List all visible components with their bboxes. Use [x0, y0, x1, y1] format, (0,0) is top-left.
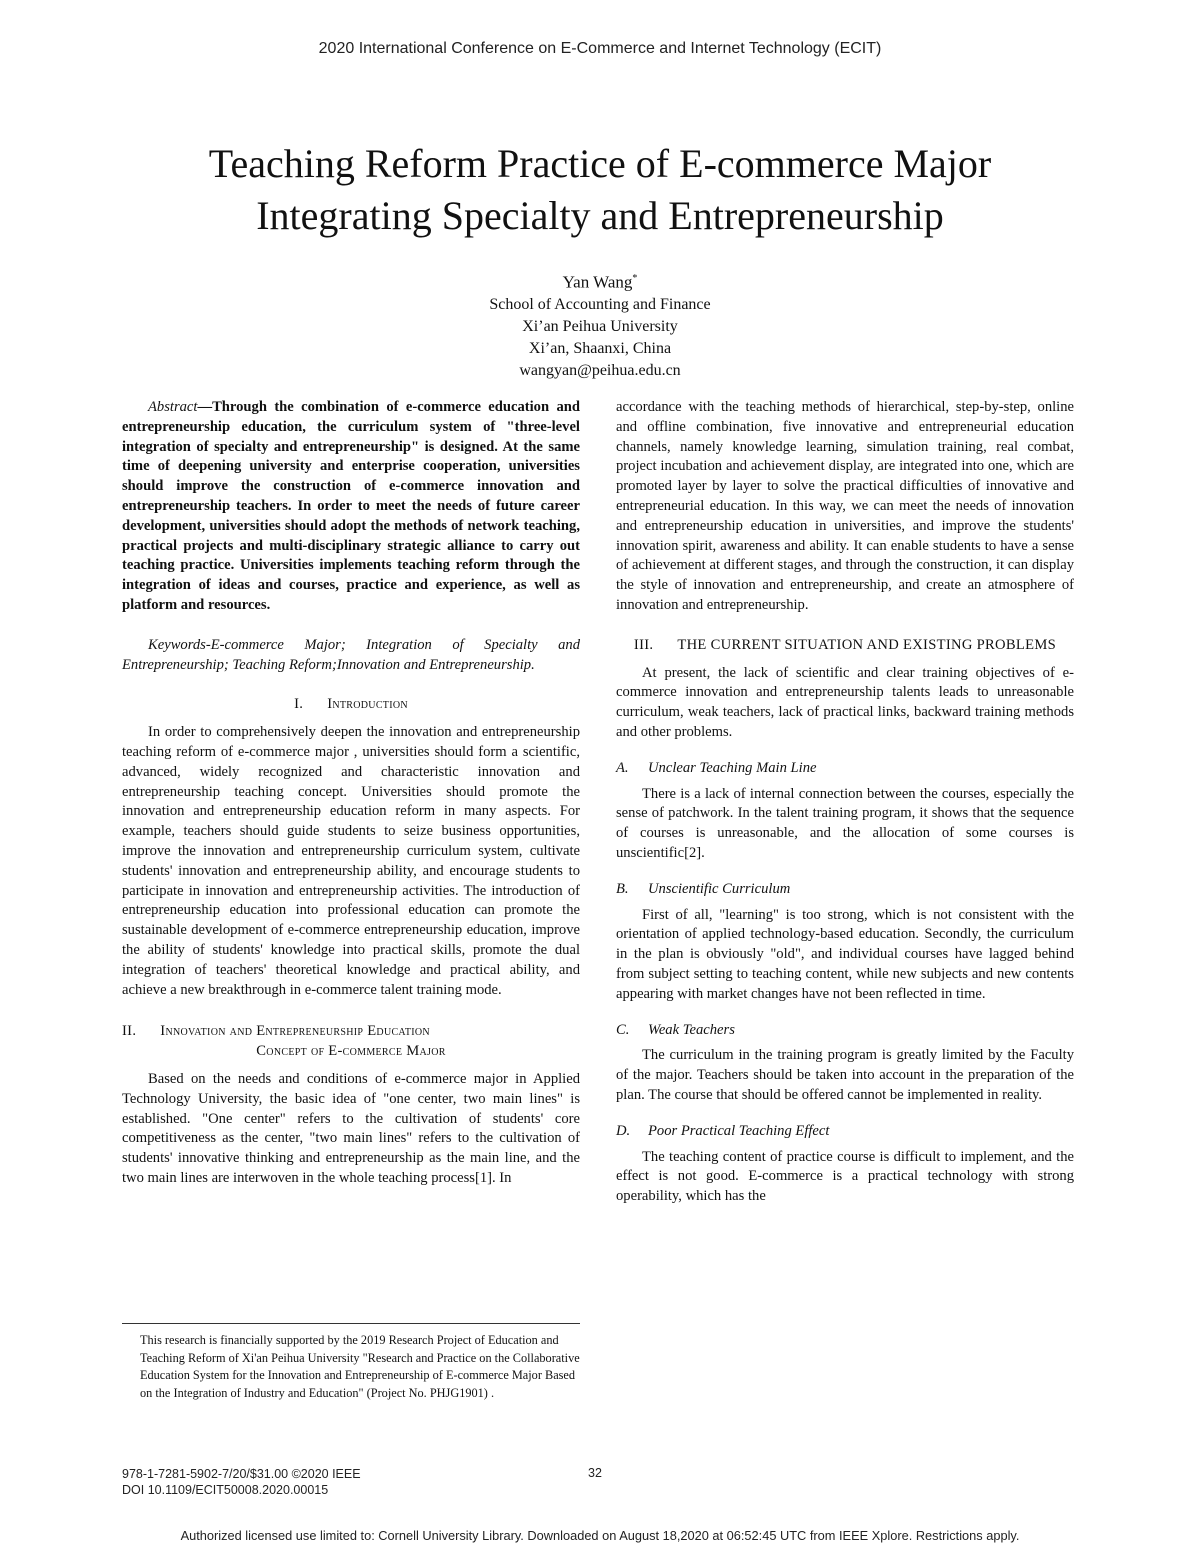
subsection-heading-c — [616, 1021, 1074, 1041]
right-column — [616, 398, 1074, 1207]
conference-header: 2020 International Conference on E-Commerce and Internet Technology (ECIT) — [318, 40, 882, 57]
corresponding-author-mark: * — [632, 273, 638, 284]
section-number: I. — [294, 696, 304, 713]
paper-title-line1: Teaching Reform Practice of E-commerce Major — [208, 141, 992, 186]
isbn-line: 978-1-7281-5902-7/20/$31.00 ©2020 IEEE — [122, 1467, 361, 1481]
concept-paragraph-continued: accordance with the teaching methods of hierarchical, step-by-step, online and offline combination, five innovative and entrepreneurial education channels, namely knowledge learning, simulation training, real combat, project incubation and achievement display, are integrated into one, which are promoted layer by layer to solve the practical difficulties of innovative and entrepreneurial education. In this way, we can meet the needs of innovation and entrepreneurship education in universities, and improve the students' innovation spirit, awareness and ability. It can enable students to have a sense of achievement at different stages, and through the construction, it can display the style of innovation and entrepreneurship, and create an atmosphere of innovation and entrepreneurship. — [616, 399, 1074, 613]
abstract-text: Through the combination of e-commerce education and entrepreneurship education, the curriculum system of "three-level integration of specialty and entrepreneurship" is designed. At the same time of deepening university and enterprise cooperation, universities should improve the construction of e-commerce innovation and entrepreneurship teachers. In order to meet the needs of future career development, universities should adopt the methods of network teaching, practical projects and multi-disciplinary strategic alliance to carry out teaching practice. Universities implements teaching reform through the integration of ideas and courses, practice and experience, as well as platform and resources. — [122, 399, 580, 613]
subsection-heading-d — [616, 1122, 1074, 1142]
section-heading-introduction — [122, 695, 580, 715]
subsection-paragraph-d: The teaching content of practice course is difficult to implement, and the effect is not good. E-commerce is a practical technology with strong operability, which has the — [616, 1148, 1074, 1205]
subsection-paragraph-b: First of all, "learning" is too strong, which is not consistent with the orientation of applied technology-based education. Secondly, the curriculum in the plan is obviously "old", and individual courses have lagged behind from subject setting to teaching content, while new subjects and new contents appearing with market changes have not been reflected in time. — [616, 906, 1074, 1002]
subsection-heading-b — [616, 880, 1074, 900]
subsection-number: C. — [616, 1021, 630, 1038]
author-location: Xi’an, Shaanxi, China — [528, 339, 672, 357]
author-name-line — [300, 268, 900, 294]
subsection-paragraph-a: There is a lack of internal connection between the courses, especially the sense of patchwork. In the talent training program, it shows that the sequence of courses is unreasonable, and the allocation of some courses is unscientific[2]. — [616, 785, 1074, 861]
author-university: Xi’an Peihua University — [522, 317, 678, 335]
page-number: 32 — [588, 1466, 602, 1480]
section-number: III. — [633, 636, 654, 653]
introduction-paragraph: In order to comprehensively deepen the innovation and entrepreneurship teaching reform of e-commerce major , universities should form a scientific, advanced, widely recognized and characteristic innovation and entrepreneurship teaching concept. Universities should promote the innovation and entrepreneurship education reform in many aspects. For example, teachers should guide students to seize business opportunities, improve the innovation and entrepreneurship curriculum system, cultivate students' innovation and entrepreneurship ability, and encourage students to participate in innovation and entrepreneurship activities. The introduction of entrepreneurship education into professional education can promote the sustainable development of e-commerce entrepreneurship education, improve the ability of students' knowledge into practical skills, promote the dual integration of teachers' theoretical knowledge and practical ability, and achieve a new breakthrough in e-commerce talent training mode. — [122, 724, 580, 998]
section-title: THE CURRENT SITUATION AND EXISTING PROBLEMS — [677, 636, 1057, 653]
problems-paragraph: At present, the lack of scientific and clear training objectives of e-commerce innovation and entrepreneurship talents leads to unreasonable curriculum, weak teachers, lack of practical links, backward training methods and other problems. — [616, 664, 1074, 740]
section-title-line1: Innovation and Entrepreneurship Education — [160, 1023, 430, 1040]
left-column — [122, 398, 580, 1189]
subsection-title: Unscientific Curriculum — [648, 880, 791, 897]
author-email[interactable]: wangyan@peihua.edu.cn — [519, 361, 681, 379]
footnote-text: This research is financially supported by the 2019 Research Project of Education and Teaching Reform of Xi'an Peihua University "Research and Practice on the Collaborative Education System for the Innovation and Entrepreneurship of E-commerce Major Based on the Integration of Industry and Education" (Project No. PHJG1901) . — [140, 1333, 580, 1400]
paper-title-line2: Integrating Specialty and Entrepreneurship — [256, 193, 944, 238]
section-heading-problems — [616, 636, 1074, 656]
abstract-label: Abstract — [148, 399, 198, 415]
footnote — [122, 1323, 580, 1402]
subsection-paragraph-c: The curriculum in the training program is greatly limited by the Faculty of the major. Teachers should be taken into account in the preparation of the plan. The course that should be offered cannot be implemented in reality. — [616, 1047, 1074, 1103]
license-notice: Authorized licensed use limited to: Cornell University Library. Downloaded on August 18,2020 at 06:52:45 UTC from IEEE Xplore. Restrictions apply. — [180, 1528, 1020, 1543]
subsection-number: D. — [616, 1122, 631, 1139]
abstract — [122, 398, 580, 616]
subsection-title: Weak Teachers — [648, 1021, 735, 1038]
abstract-dash: — — [197, 399, 213, 415]
section-title: Introduction — [327, 696, 408, 713]
author-block — [300, 268, 900, 382]
subsection-title: Unclear Teaching Main Line — [648, 759, 817, 776]
subsection-number: A. — [616, 759, 629, 776]
section-title-line2: Concept of E-commerce Major — [256, 1043, 446, 1060]
subsection-title: Poor Practical Teaching Effect — [648, 1122, 830, 1139]
concept-paragraph: Based on the needs and conditions of e-commerce major in Applied Technology University, the basic idea of "one center, two main lines" is established. "One center" refers to the cultivation of students' core competitiveness as the center, "two main lines" refers to the cultivation of students' innovative thinking and entrepreneurship as the main line, and the two main lines are interwoven in the whole teaching process[1]. In — [122, 1070, 580, 1186]
keywords: Keywords-E-commerce Major; Integration of Specialty and Entrepreneurship; Teaching Reform;Innovation and Entrepreneurship. — [122, 636, 580, 673]
section-heading-concept — [122, 1022, 580, 1062]
publication-ids — [122, 1466, 361, 1498]
author-name: Yan Wang — [562, 272, 633, 292]
subsection-heading-a — [616, 759, 1074, 779]
section-number: II. — [122, 1023, 137, 1040]
author-department: School of Accounting and Finance — [489, 295, 711, 313]
subsection-number: B. — [616, 880, 629, 897]
paper-title — [100, 138, 1100, 242]
doi-line[interactable]: DOI 10.1109/ECIT50008.2020.00015 — [122, 1483, 329, 1497]
